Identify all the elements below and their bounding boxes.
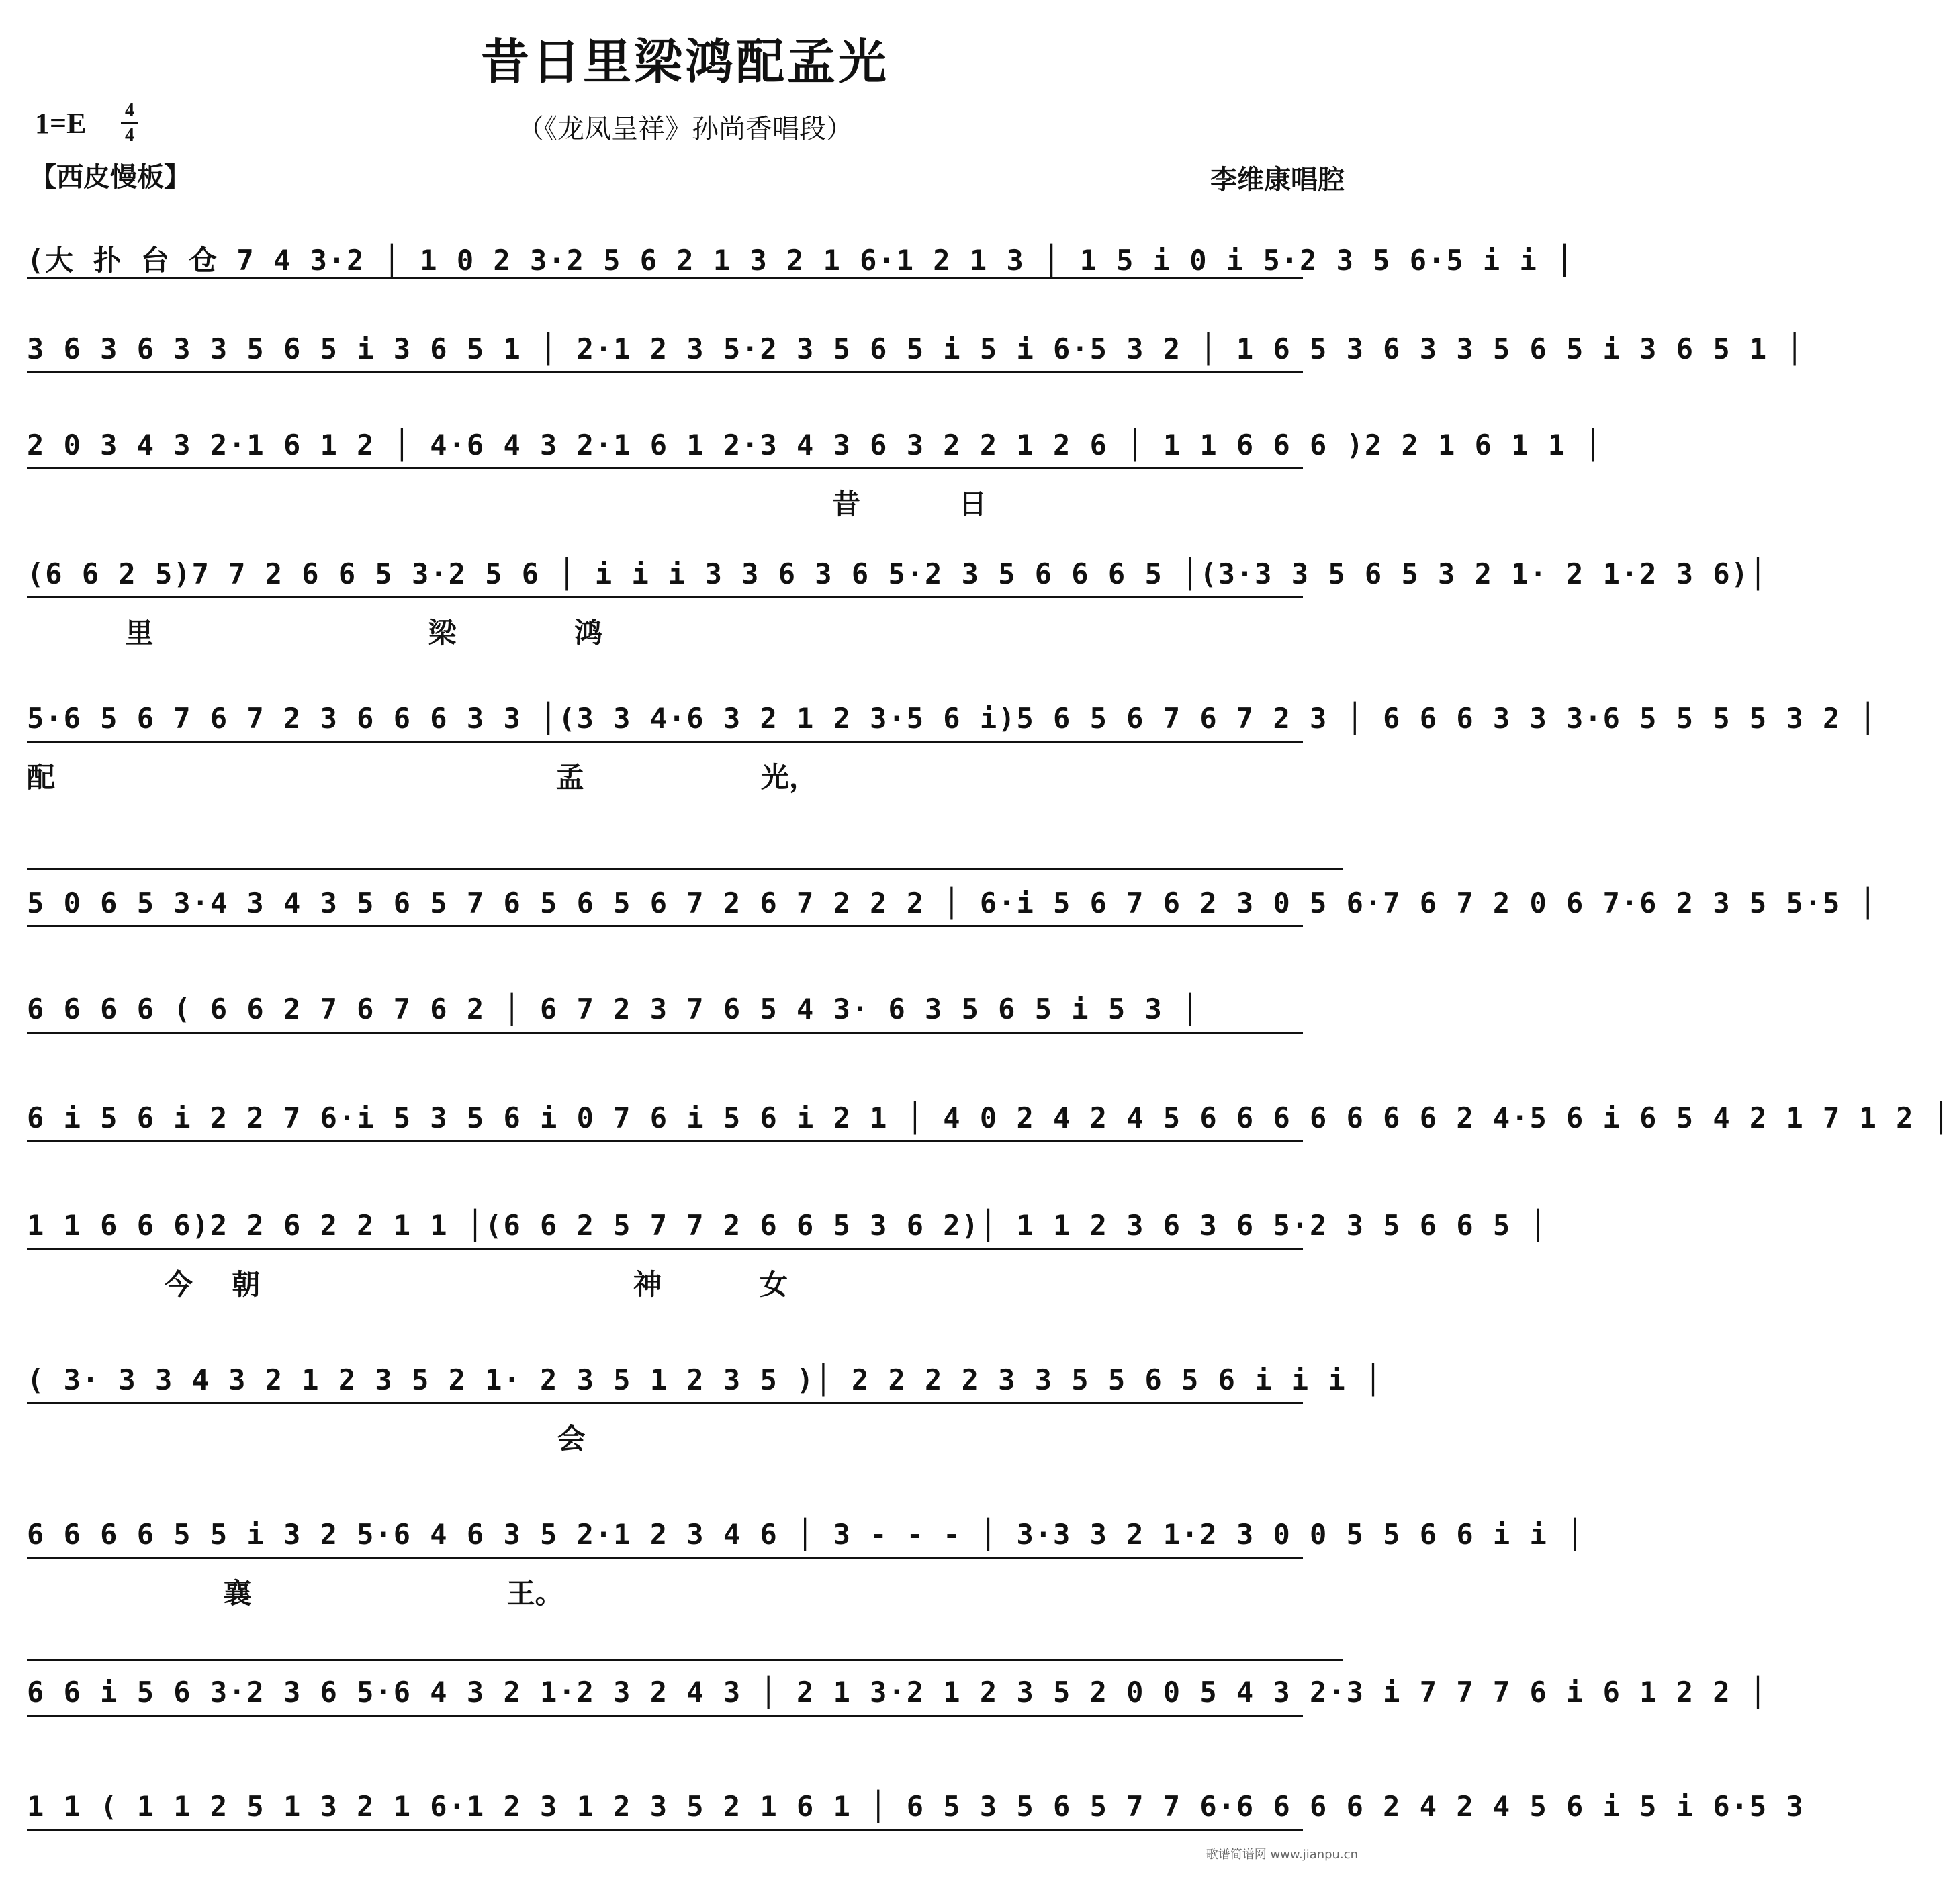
section-divider: [27, 868, 1343, 870]
notation-row: ( 3· 3 3 4 3 2 1 2 3 5 2 1· 2 3 5 1 2 3 5 )│ 2 2 2 2 3 3 5 5 6 5 6 i i i │: [27, 1363, 1383, 1396]
score-line: [27, 993, 1343, 1107]
score-line: [27, 702, 1878, 816]
score-line: [27, 887, 1878, 1001]
lyrics-row: 今 朝 神 女: [27, 1268, 788, 1301]
watermark: 歌谱简谱网 www.jianpu.cn: [1206, 1848, 1358, 1862]
time-signature-bottom: 4: [125, 125, 134, 146]
beam-line: [27, 1715, 1303, 1717]
page-title: 昔日里梁鸿配孟光: [480, 33, 889, 90]
notation-row: 1 1 ( 1 1 2 5 1 3 2 1 6·1 2 3 1 2 3 5 2 1 6 1 │ 6 5 3 5 6 5 7 7 6·6 6 6 6 2 4 2 4 5 6 i 5 i 6·5 3: [27, 1790, 1805, 1823]
lyrics-row: 配 孟 光，: [27, 761, 817, 794]
beam-line: [27, 1829, 1303, 1831]
section-divider: [27, 1659, 1343, 1661]
notation-row: (6 6 2 5)7 7 2 6 6 5 3·2 5 6 │ i i i 3 3 6 3 6 5·2 3 5 6 6 6 5 │(3·3 3 5 6 5 3 2 1· 2 1·2 3 6)│: [27, 557, 1768, 590]
lyrics-row: 里 梁 鸿: [27, 617, 603, 649]
lyrics-row: 昔 日: [27, 488, 987, 520]
beam-line: [27, 1402, 1303, 1404]
score-line: [27, 1363, 1383, 1478]
notation-row: 6 6 i 5 6 3·2 3 6 5·6 4 3 2 1·2 3 2 4 3 │ 2 1 3·2 1 2 3 5 2 0 0 5 4 3 2·3 i 7 7 7 6 i 6 1 2 2 │: [27, 1676, 1768, 1709]
time-signature-top: 4: [125, 100, 134, 121]
beam-line: [27, 1140, 1303, 1142]
lyrics-row: 会: [27, 1422, 586, 1455]
beam-line: [27, 467, 1303, 469]
notation-row: 6 6 6 6 ( 6 6 2 7 6 7 6 2 │ 6 7 2 3 7 6 5 4 3· 6 3 5 6 5 i 5 3 │: [27, 993, 1200, 1026]
score-line: [27, 1101, 1951, 1216]
score-line: [27, 1209, 1548, 1323]
score-line: [27, 1676, 1768, 1790]
beam-line: [27, 277, 1303, 279]
beam-line: [27, 1032, 1303, 1034]
notation-row: 5·6 5 6 7 6 7 2 3 6 6 6 3 3 │(3 3 4·6 3 2 1 2 3·5 6 i)5 6 5 6 7 6 7 2 3 │ 6 6 6 3 3 3·6 5 5 5 5 3 2 │: [27, 702, 1878, 735]
subtitle: （《龙凤呈祥》孙尚香唱段）: [517, 114, 853, 144]
key-signature: 1=E: [35, 107, 87, 140]
score-line: [27, 1790, 1805, 1904]
notation-row: 1 1 6 6 6)2 2 6 2 2 1 1 │(6 6 2 5 7 7 2 6 6 5 3 6 2)│ 1 1 2 3 6 3 6 5·2 3 5 6 6 5 │: [27, 1209, 1548, 1242]
arranger: 李维康唱腔: [1210, 165, 1345, 195]
beam-line: [27, 1557, 1303, 1559]
beam-line: [27, 596, 1303, 598]
score-line: [27, 557, 1768, 672]
notation-row: (大 扑 台 仓 7 4 3·2 │ 1 0 2 3·2 5 6 2 1 3 2 1 6·1 2 1 3 │ 1 5 i 0 i 5·2 3 5 6·5 i i │: [27, 244, 1575, 277]
score-line: [27, 1518, 1585, 1632]
beam-line: [27, 925, 1303, 927]
beam-line: [27, 741, 1303, 743]
tempo-marking: 【西皮慢板】: [30, 162, 191, 193]
beam-line: [27, 371, 1303, 373]
notation-row: 2 0 3 4 3 2·1 6 1 2 │ 4·6 4 3 2·1 6 1 2·3 4 3 6 3 2 2 1 2 6 │ 1 1 6 6 6 )2 2 1 6 1 1 │: [27, 428, 1603, 461]
score-line: [27, 428, 1603, 543]
notation-row: 5 0 6 5 3·4 3 4 3 5 6 5 7 6 5 6 5 6 7 2 6 7 2 2 2 │ 6·i 5 6 7 6 2 3 0 5 6·7 6 7 2 0 6 7·6 2 3 5 5·5 │: [27, 887, 1878, 919]
notation-row: 6 6 6 6 5 5 i 3 2 5·6 4 6 3 5 2·1 2 3 4 6 │ 3 - - - │ 3·3 3 2 1·2 3 0 0 5 5 6 6 i i │: [27, 1518, 1585, 1551]
notation-row: 3 6 3 6 3 3 5 6 5 i 3 6 5 1 │ 2·1 2 3 5·2 3 5 6 5 i 5 i 6·5 3 2 │ 1 6 5 3 6 3 3 5 6 5 i 3 6 5 1 │: [27, 332, 1805, 365]
lyrics-row: 襄 王。: [27, 1577, 563, 1610]
notation-row: 6 i 5 6 i 2 2 7 6·i 5 3 5 6 i 0 7 6 i 5 6 i 2 1 │ 4 0 2 4 2 4 5 6 6 6 6 6 6 6 2 4·5 6 i 6 5 4 2 1 7 1 2 │: [27, 1101, 1951, 1134]
beam-line: [27, 1248, 1303, 1250]
